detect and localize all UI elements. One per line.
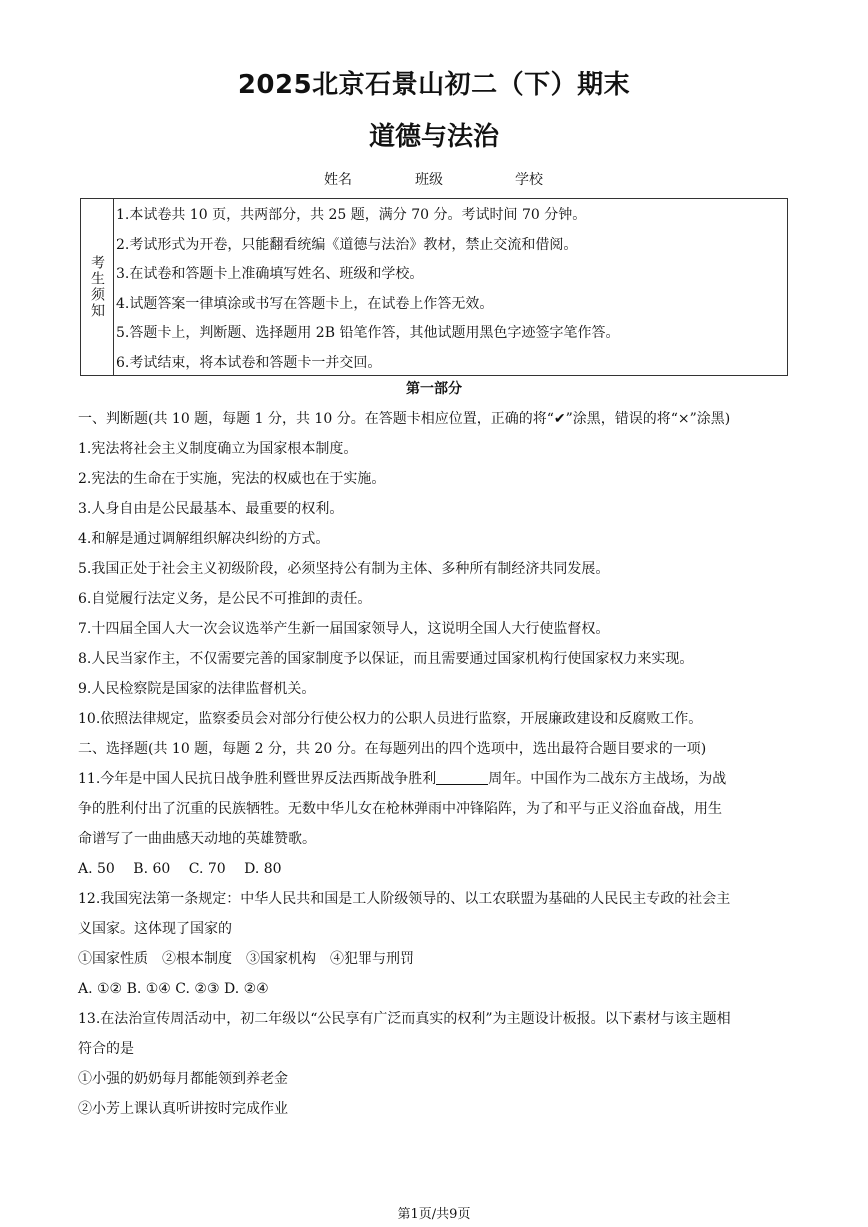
class-field-label: 班级 xyxy=(415,172,443,188)
notice-item: 3.在试卷和答题卡上准确填写姓名、班级和学校。 xyxy=(116,266,424,283)
exam-notice-box xyxy=(80,198,788,376)
judgment-question: 7.十四届全国人大一次会议选举产生新一届国家领导人，这说明全国人大行使监督权。 xyxy=(78,621,610,637)
answer-blank xyxy=(436,770,488,785)
page-number: 第1页/共9页 xyxy=(397,1207,471,1222)
school-field-label: 学校 xyxy=(515,172,543,188)
judgment-question: 5.我国正处于社会主义初级阶段，必须坚持公有制为主体、多种所有制经济共同发展。 xyxy=(78,561,610,577)
notice-label: 考生须知 xyxy=(89,255,105,319)
exam-subject: 道德与法治 xyxy=(368,122,499,152)
part-one-title: 第一部分 xyxy=(406,381,462,397)
judgment-question: 1.宪法将社会主义制度确立为国家根本制度。 xyxy=(78,441,358,457)
notice-item: 6.考试结束，将本试卷和答题卡一并交回。 xyxy=(116,354,382,371)
q13-item: ①小强的奶奶每月都能领到养老金 xyxy=(78,1071,288,1087)
judgment-question: 6.自觉履行法定义务，是公民不可推卸的责任。 xyxy=(78,591,372,607)
q13-stem-line: 13.在法治宣传周活动中，初二年级以“公民享有广泛而真实的权利”为主题设计板报。以下素材与该主题相 xyxy=(78,1011,731,1027)
judgment-question: 10.依照法律规定，监察委员会对部分行使公权力的公职人员进行监察，开展廉政建设和反腐败工作。 xyxy=(78,711,703,727)
q11-stem-line: 争的胜利付出了沉重的民族牺牲。无数中华儿女在枪林弹雨中冲锋陷阵，为了和平与正义浴血奋战，用生 xyxy=(78,801,722,817)
notice-label-cell xyxy=(81,199,114,375)
notice-item: 1.本试卷共 10 页，共两部分，共 25 题，满分 70 分。考试时间 70 分钟。 xyxy=(116,207,587,223)
judgment-question: 3.人身自由是公民最基本、最重要的权利。 xyxy=(78,501,344,517)
exam-title: 2025北京石景山初二（下）期末 xyxy=(237,70,631,100)
notice-item: 4.试题答案一律填涂或书写在答题卡上，在试卷上作答无效。 xyxy=(116,295,494,312)
q11-stem-line: 11.今年是中国人民抗日战争胜利暨世界反法西斯战争胜利 周年。中国作为二战东方主战场，为战 xyxy=(78,771,727,787)
notice-items xyxy=(116,201,783,379)
judgment-question: 9.人民检察院是国家的法律监督机关。 xyxy=(78,681,316,697)
q12-options: A. ①② B. ①④ C. ②③ D. ②④ xyxy=(78,981,269,997)
q12-items: ①国家性质 ②根本制度 ③国家机构 ④犯罪与刑罚 xyxy=(78,951,414,967)
q11-options: A. 50 B. 60 C. 70 D. 80 xyxy=(78,861,282,877)
name-field-label: 姓名 xyxy=(324,172,352,188)
questions-body xyxy=(78,404,794,1124)
judgment-question: 2.宪法的生命在于实施，宪法的权威也在于实施。 xyxy=(78,471,386,487)
q12-stem-line: 义国家。这体现了国家的 xyxy=(78,921,232,937)
q13-item: ②小芳上课认真听讲按时完成作业 xyxy=(78,1101,288,1117)
notice-item: 2.考试形式为开卷，只能翻看统编《道德与法治》教材，禁止交流和借阅。 xyxy=(116,236,578,253)
judgment-question: 4.和解是通过调解组织解决纠纷的方式。 xyxy=(78,531,330,547)
q12-stem-line: 12.我国宪法第一条规定：中华人民共和国是工人阶级领导的、以工农联盟为基础的人民民主专政的社会主 xyxy=(78,891,731,907)
section-heading-choice: 二、选择题(共 10 题，每题 2 分，共 20 分。在每题列出的四个选项中，选出最符合题目要求的一项) xyxy=(78,741,707,757)
q11-stem-line: 命谱写了一曲曲感天动地的英雄赞歌。 xyxy=(78,831,316,847)
section-heading-judgment: 一、判断题(共 10 题，每题 1 分，共 10 分。在答题卡相应位置，正确的将“✔”涂黑，错误的将“×”涂黑) xyxy=(78,411,731,427)
notice-item: 5.答题卡上，判断题、选择题用 2B 铅笔作答，其他试题用黑色字迹签字笔作答。 xyxy=(116,325,620,342)
q13-stem-line: 符合的是 xyxy=(78,1041,134,1057)
judgment-question: 8.人民当家作主，不仅需要完善的国家制度予以保证，而且需要通过国家机构行使国家权力来实现。 xyxy=(78,651,694,667)
